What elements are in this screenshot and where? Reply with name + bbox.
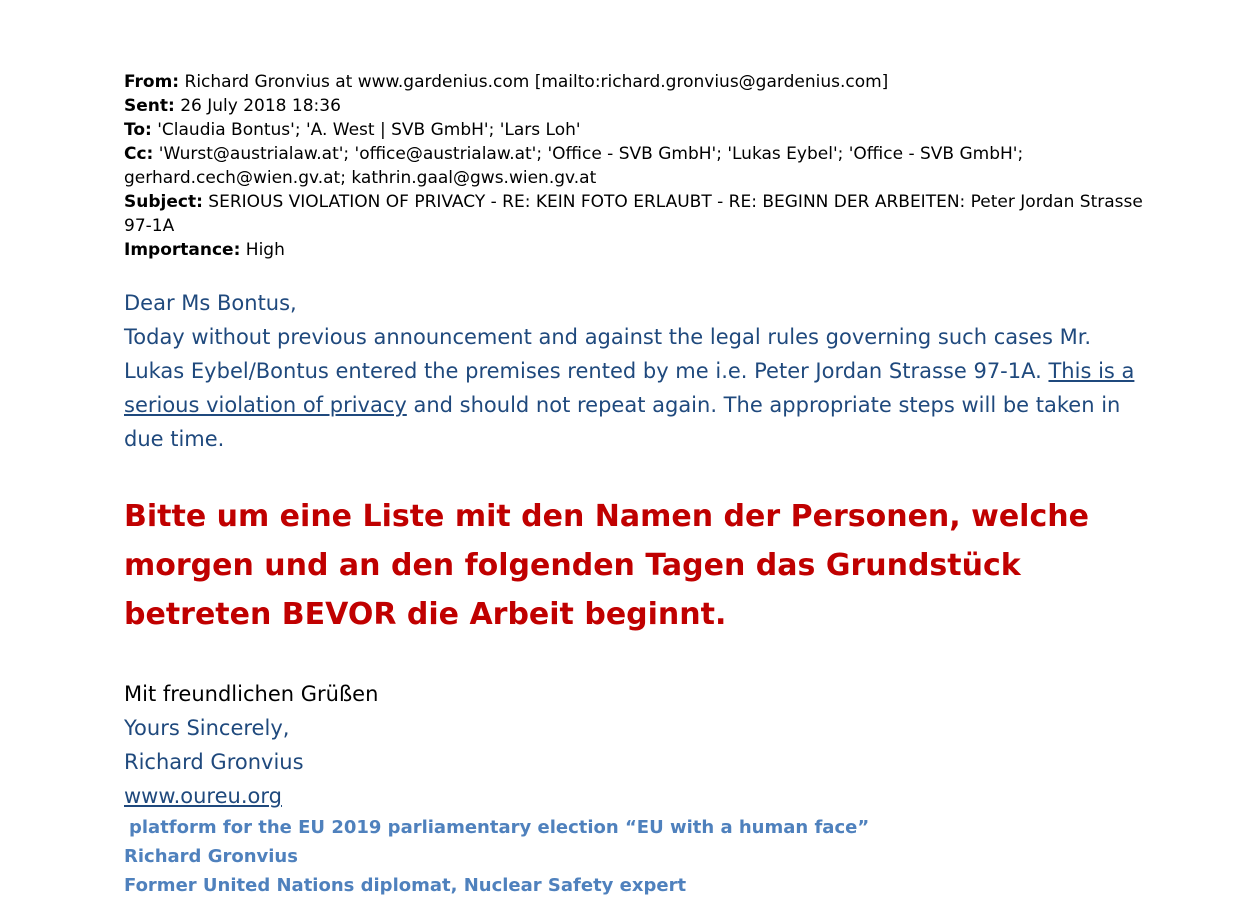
paragraph-before: Today without previous announcement and against the legal rules governing such cases Mr. Lukas Eybel/Bontus entered the premises rented by me i.e. Peter Jordan Strasse 97-1A.	[124, 325, 1092, 383]
to-label: To:	[124, 120, 152, 140]
body-paragraph	[124, 320, 1154, 456]
closing-block	[124, 677, 1154, 813]
paragraph-after: and should not repeat again. The appropriate steps will be taken in due time.	[124, 393, 1121, 451]
underlined-statement: This is a serious violation of privacy	[124, 359, 1135, 417]
signature-name: Richard Gronvius	[124, 846, 298, 867]
email-body	[124, 286, 1154, 456]
sent-value: 26 July 2018 18:36	[180, 96, 341, 116]
cc-value: 'Wurst@austrialaw.at'; 'office@austrialaw.at'; 'Office - SVB GmbH'; 'Lukas Eybel'; 'Office - SVB GmbH'; gerhard.cech@wien.gv.at; kathrin.gaal@gws.wien.gv.at	[124, 144, 1024, 188]
website-link[interactable]: www.oureu.org	[124, 784, 282, 808]
importance-row	[124, 238, 1154, 262]
sent-row	[124, 94, 1154, 118]
cc-row	[124, 142, 1154, 190]
to-value: 'Claudia Bontus'; 'A. West | SVB GmbH'; 'Lars Loh'	[157, 120, 581, 140]
subject-label: Subject:	[124, 192, 203, 212]
importance-value: High	[245, 240, 285, 260]
from-label: From:	[124, 72, 180, 92]
subject-value: SERIOUS VIOLATION OF PRIVACY - RE: KEIN FOTO ERLAUBT - RE: BEGINN DER ARBEITEN: Peter Jordan Strasse 97-1A	[124, 192, 1143, 236]
to-row	[124, 118, 1154, 142]
request-paragraph: Bitte um eine Liste mit den Namen der Personen, welche morgen und an den folgenden Tagen das Grundstück betreten BEVOR die Arbeit beginnt.	[124, 499, 1089, 632]
email-header	[124, 70, 1154, 262]
signature-block	[124, 813, 1154, 900]
greeting-de: Mit freundlichen Grüßen	[124, 682, 379, 706]
from-row	[124, 70, 1154, 94]
salutation: Dear Ms Bontus,	[124, 291, 297, 315]
sender-name: Richard Gronvius	[124, 750, 304, 774]
importance-label: Importance:	[124, 240, 241, 260]
sent-label: Sent:	[124, 96, 175, 116]
subject-row	[124, 190, 1154, 238]
greeting-en: Yours Sincerely,	[124, 716, 290, 740]
from-value: Richard Gronvius at www.gardenius.com [mailto:richard.gronvius@gardenius.com]	[184, 72, 889, 92]
email-document	[124, 70, 1154, 900]
cc-label: Cc:	[124, 144, 154, 164]
signature-title: Former United Nations diplomat, Nuclear Safety expert	[124, 875, 687, 896]
signature-platform: platform for the EU 2019 parliamentary election “EU with a human face”	[129, 817, 870, 838]
